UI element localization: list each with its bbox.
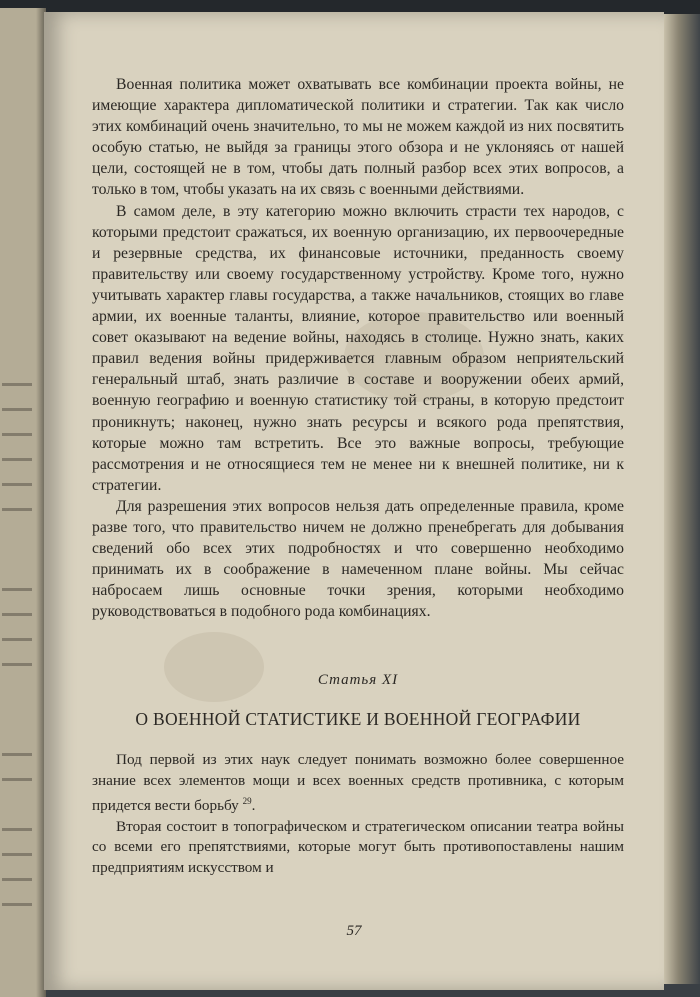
left-text-fragment — [2, 588, 32, 591]
left-text-fragment — [2, 483, 32, 486]
left-text-fragment — [2, 853, 32, 856]
left-text-fragment — [2, 878, 32, 881]
left-text-fragment — [2, 828, 32, 831]
book-page — [44, 12, 664, 990]
left-text-fragment — [2, 638, 32, 641]
left-text-fragment — [2, 778, 32, 781]
left-text-fragment — [2, 458, 32, 461]
paragraph-statistics-text: Под первой из этих наук следует понимать возможно более совершенное знание всех элементов мощи и всех военных средств противника, с которым придется вести борьбу — [92, 751, 624, 815]
left-text-fragment — [2, 408, 32, 411]
paragraph-geography: Вторая состоит в топографическом и стратегическом описании театра войны со всеми его препятствиями, которые могут быть противопоставлены нашим предприятиям искусством и — [92, 817, 624, 876]
left-text-fragment — [2, 613, 32, 616]
page-text-block — [92, 74, 624, 878]
left-text-fragment — [2, 753, 32, 756]
paragraph-category: В самом деле, в эту категорию можно включить страсти тех народов, с которыми предстоит сражаться, их военную организацию, их первоочередные и резервные средства, их финансовые источники, преданность своему правительству или своему государственному устройству. Кроме того, нужно учитывать характер главы государства, а также начальников, стоящих во главе армии, их военные таланты, влияние, которое правительство или военный совет оказывают на ведение войны, находясь в столице. Нужно знать, каких правил ведения войны придерживается главным образом неприятельский генеральный штаб, знать различие в составе и вооружении обеих армий, военную географию и военную статистику той страны, в которую предстоит проникнуть; наконец, нужно знать ресурсы и всякого рода препятствия, которые можно там встретить. Все это важные вопросы, требующие рассмотрения и не относящиеся тем не менее ни к внешней политике, ни к стратегии. — [92, 202, 624, 494]
paragraph-rules: Для разрешения этих вопросов нельзя дать определенные правила, кроме разве того, что правительство ничем не должно пренебрегать для добывания сведений обо всех этих подробностях и что совершенно необходимо принимать их в соображение в намеченном плане войны. Мы сейчас набросаем лишь основные точки зрения, которыми необходимо руководствоваться в подобного рода комбинациях. — [92, 497, 624, 621]
paragraph-statistics-end: . — [251, 797, 256, 815]
left-text-fragment — [2, 903, 32, 906]
paragraph-statistics — [92, 750, 624, 816]
article-label: Статья XI — [317, 672, 399, 689]
left-text-fragment — [2, 663, 32, 666]
left-text-fragment — [2, 508, 32, 511]
paragraph-military-policy: Военная политика может охватывать все комбинации проекта войны, не имеющие характера дипломатической политики и стратегии. Так как число этих комбинаций очень значительно, то мы не можем каждой из них посвятить особую статью, не выйдя за границы этого обзора и не уклоняясь от нашей цели, состоящей не в том, чтобы дать полный разбор всех этих вопросов, а только в том, чтобы указать на их связь с военными действиями. — [92, 76, 624, 199]
right-page-stack-edge — [664, 14, 700, 984]
footnote-marker: 29 — [242, 796, 252, 807]
page-number: 57 — [346, 923, 362, 939]
left-page-edge — [0, 8, 46, 997]
left-text-fragment — [2, 383, 32, 386]
chapter-title: О ВОЕННОЙ СТАТИСТИКЕ И ВОЕННОЙ ГЕОГРАФИИ — [135, 709, 581, 730]
left-text-fragment — [2, 433, 32, 436]
